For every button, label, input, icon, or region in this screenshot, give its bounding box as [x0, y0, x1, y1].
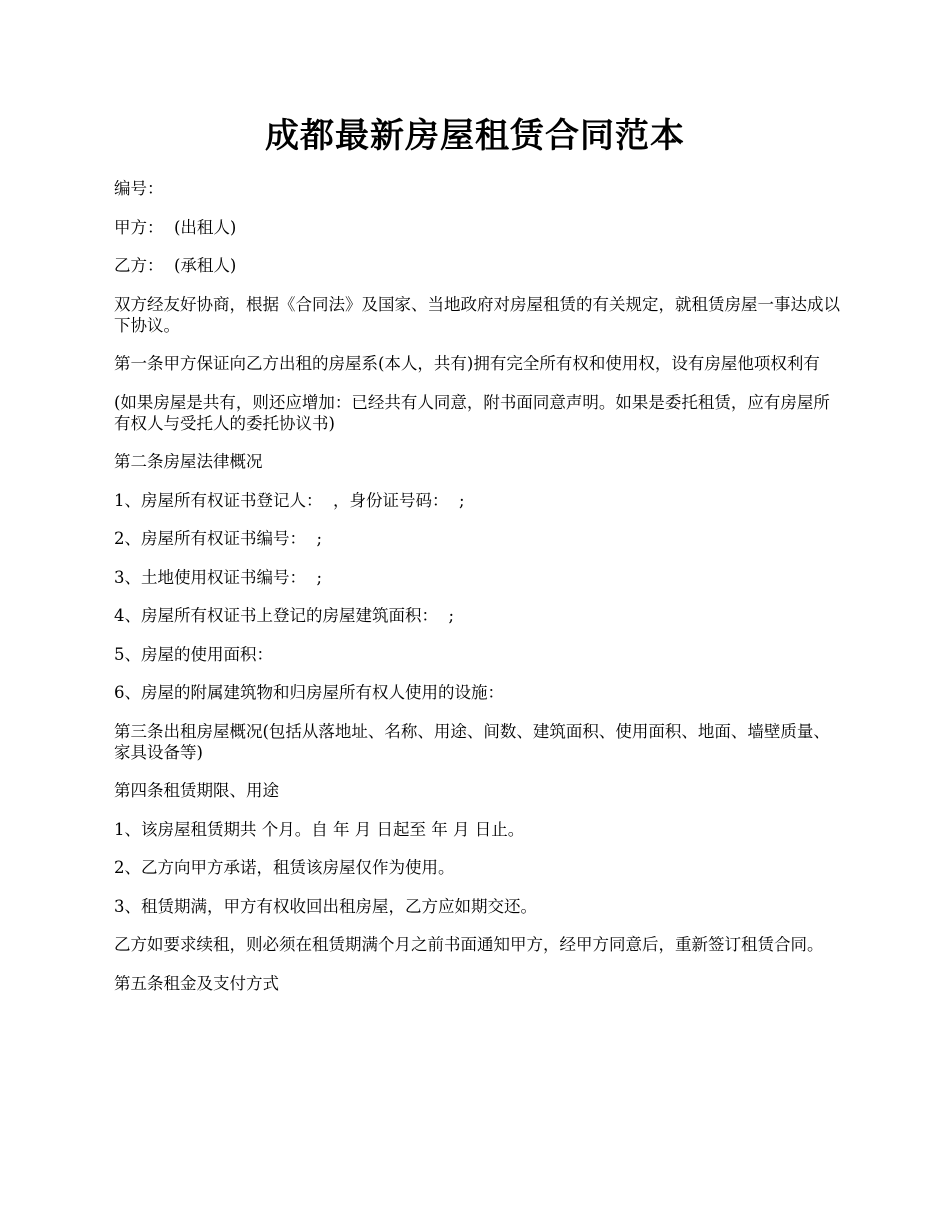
party-a-line: 甲方： (出租人): [114, 217, 237, 237]
article-4-item-2: 2、乙方向甲方承诺，租赁该房屋仅作为使用。: [114, 858, 455, 877]
article-4-item-1: 1、该房屋租赁期共 个月。自 年 月 日起至 年 月 日止。: [114, 819, 525, 839]
preamble-paragraph: 双方经友好协商，根据《合同法》及国家、当地政府对房屋租赁的有关规定，就租赁房屋一事达成以下协议。: [114, 294, 840, 335]
article-2-heading: 第二条房屋法律概况: [114, 452, 263, 471]
article-4-heading: 第四条租赁期限、用途: [114, 781, 279, 800]
article-1-note-paragraph: (如果房屋是共有，则还应增加：已经共有人同意，附书面同意声明。如果是委托租赁，应有房屋所有权人与受托人的委托协议书): [114, 392, 830, 433]
document-body: [114, 178, 844, 1011]
article-2-item-2: 2、房屋所有权证书编号： ;: [114, 529, 323, 548]
article-5-heading: 第五条租金及支付方式: [114, 973, 279, 993]
article-2-item-6: 6、房屋的附属建筑物和归房屋所有权人使用的设施：: [114, 683, 504, 702]
document-title: 成都最新房屋租赁合同范本: [265, 116, 685, 156]
article-2-item-4: 4、房屋所有权证书上登记的房屋建筑面积： ;: [114, 606, 455, 625]
article-3-paragraph: 第三条出租房屋概况(包括从落地址、名称、用途、间数、建筑面积、使用面积、地面、墙壁质量、家具设备等): [114, 721, 830, 762]
article-2-item-3: 3、土地使用权证书编号： ;: [114, 567, 323, 587]
article-2-item-5: 5、房屋的使用面积：: [114, 644, 273, 664]
article-1-paragraph: 第一条甲方保证向乙方出租的房屋系(本人，共有)拥有完全所有权和使用权，设有房屋他项权利有: [114, 354, 820, 373]
renewal-paragraph: 乙方如要求续租，则必须在租赁期满个月之前书面通知甲方，经甲方同意后，重新签订租赁合同。: [114, 935, 824, 954]
contract-number-line: 编号：: [114, 179, 164, 198]
party-b-line: 乙方： (承租人): [114, 256, 237, 275]
article-4-item-3: 3、租赁期满，甲方有权收回出租房屋，乙方应如期交还。: [114, 896, 537, 916]
article-2-item-1: 1、房屋所有权证书登记人： ，身份证号码： ;: [114, 490, 465, 510]
